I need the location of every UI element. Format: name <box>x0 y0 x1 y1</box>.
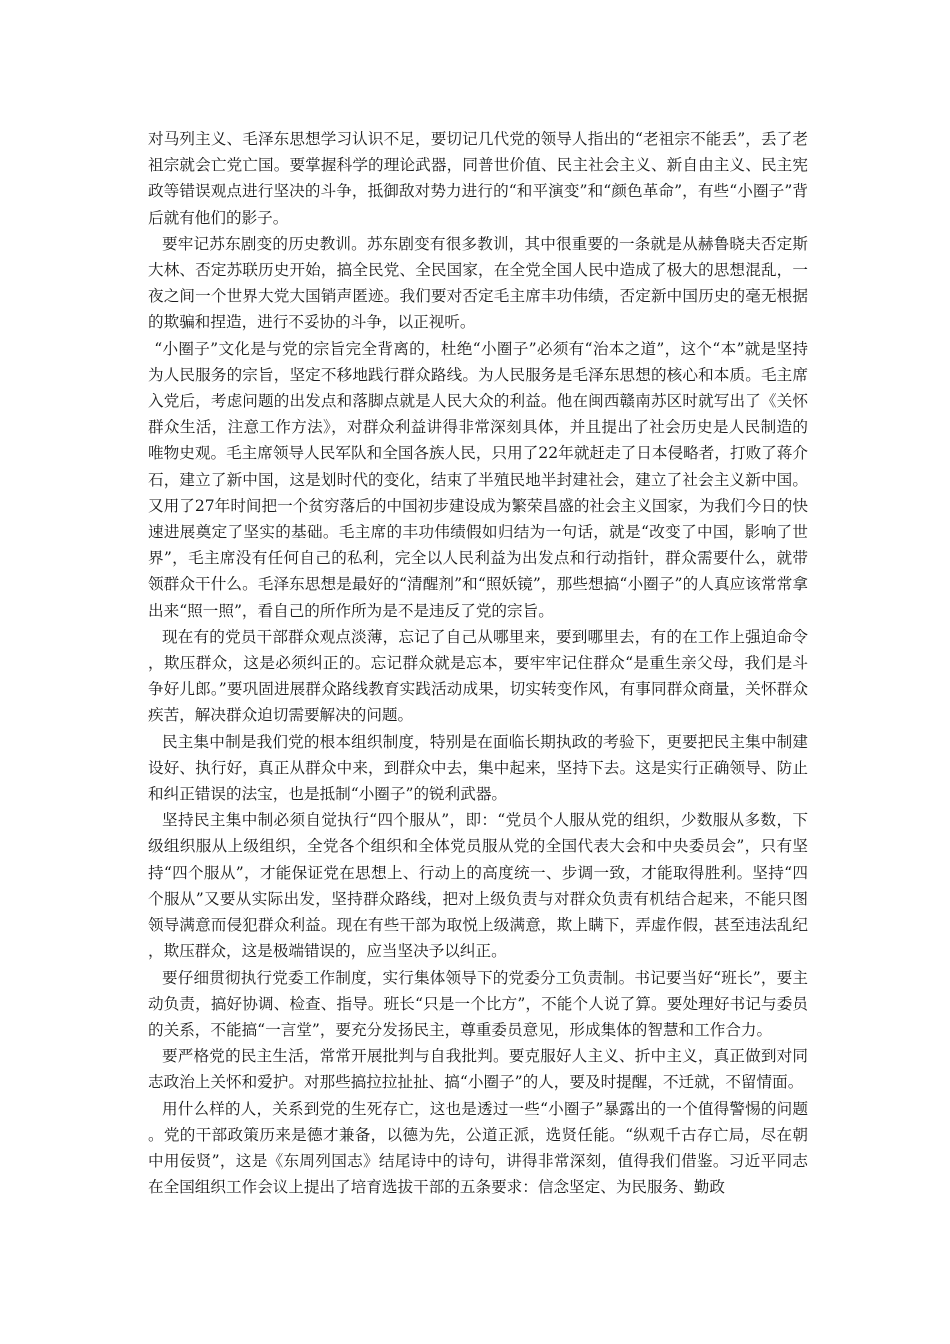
paragraph-1: 对马列主义、毛泽东思想学习认识不足，要切记几代党的领导人指出的“老祖宗不能丢”，丢了老祖宗就会亡党亡国。要掌握科学的理论武器，同普世价值、民主社会主义、新自由主义、民主宪政等错误观点进行坚决的斗争，抵御敌对势力进行的“和平演变”和“颜色革命”，有些“小圈子”背后就有他们的影子。 <box>148 130 808 227</box>
paragraph-2: 要牢记苏东剧变的历史教训。苏东剧变有很多教训，其中很重要的一条就是从赫鲁晓夫否定斯大林、否定苏联历史开始，搞全民党、全民国家，在全党全国人民中造成了极大的思想混乱，一夜之间一个世界大党大国销声匿迹。我们要对否定毛主席丰功伟绩，否定新中国历史的毫无根据的欺骗和捏造，进行不妥协的斗争，以正视听。 <box>148 234 808 332</box>
paragraph-4: 现在有的党员干部群众观点淡薄，忘记了自己从哪里来，要到哪里去，有的在工作上强迫命令，欺压群众，这是必须纠正的。忘记群众就是忘本，要牢牢记住群众“是重生亲父母，我们是斗争好儿郎。”要巩固进展群众路线教育实践活动成果，切实转变作风，有事同群众商量，关怀群众疾苦，解决群众迫切需要解决的问题。 <box>148 627 808 725</box>
paragraph-6: 坚持民主集中制必须自觉执行“四个服从”，即：“党员个人服从党的组织，少数服从多数，下级组织服从上级组织，全党各个组织和全体党员服从党的全国代表大会和中央委员会”，只有坚持“四个服从”，才能保证党在思想上、行动上的高度统一、步调一致，才能取得胜利。坚持“四个服从”又要从实际出发，坚持群众路线，把对上级负责与对群众负责有机结合起来，不能只图领导满意而侵犯群众利益。现在有些干部为取悦上级满意，欺上瞒下，弄虚作假，甚至违法乱纪，欺压群众，这是极端错误的，应当坚决予以纠正。 <box>148 811 808 961</box>
paragraph-3: “小圈子”文化是与党的宗旨完全背离的，杜绝“小圈子”必须有“治本之道”，这个“本”就是坚持为人民服务的宗旨，坚定不移地践行群众路线。为人民服务是毛泽东思想的核心和本质。毛主席入党后，考虑问题的出发点和落脚点就是人民大众的利益。他在闽西赣南苏区时就写出了《关怀群众生活，注意工作方法》，对群众利益讲得非常深刻具体，并且提出了社会历史是人民制造的唯物史观。毛主席领导人民军队和全国各族人民，只用了22年就赶走了日本侵略者，打败了蒋介石，建立了新中国，这是划时代的变化，结束了半殖民地半封建社会，建立了社会主义新中国。又用了27年时间把一个贫穷落后的中国初步建设成为繁荣昌盛的社会主义国家，为我们今日的快速进展奠定了坚实的基础。毛主席的丰功伟绩假如归结为一句话，就是“改变了中国，影响了世界”，毛主席没有任何自己的私利，完全以人民利益为出发点和行动指针，群众需要什么，就带领群众干什么。毛泽东思想是最好的“清醒剂”和“照妖镜”，那些想搞“小圈子”的人真应该常常拿出来“照一照”，看自己的所作所为是不是违反了党的宗旨。 <box>148 339 808 620</box>
paragraph-8: 要严格党的民主生活，常常开展批判与自我批判。要克服好人主义、折中主义，真正做到对同志政治上关怀和爱护。对那些搞拉拉扯扯、搞“小圈子”的人，要及时提醒，不迁就，不留情面。 <box>148 1047 808 1092</box>
paragraph-5: 民主集中制是我们党的根本组织制度，特别是在面临长期执政的考验下，更要把民主集中制建设好、执行好，真正从群众中来，到群众中去，集中起来，坚持下去。这是实行正确领导、防止和纠正错误的法宝，也是抵制“小圈子”的锐利武器。 <box>148 732 808 804</box>
paragraph-7: 要仔细贯彻执行党委工作制度，实行集体领导下的党委分工负责制。书记要当好“班长”，要主动负责，搞好协调、检查、指导。班长“只是一个比方”，不能个人说了算。要处理好书记与委员的关系，不能搞“一言堂”，要充分发扬民主，尊重委员意见，形成集体的智慧和工作合力。 <box>148 968 808 1039</box>
document-body <box>148 126 808 1200</box>
paragraph-9: 用什么样的人，关系到党的生死存亡，这也是透过一些“小圈子”暴露出的一个值得警惕的问题。党的干部政策历来是德才兼备，以德为先，公道正派，选贤任能。“纵观千古存亡局，尽在朝中用佞贤”，这是《东周列国志》结尾诗中的诗句，讲得非常深刻，值得我们借鉴。习近平同志在全国组织工作会议上提出了培育选拔干部的五条要求：信念坚定、为民服务、勤政 <box>148 1099 808 1197</box>
